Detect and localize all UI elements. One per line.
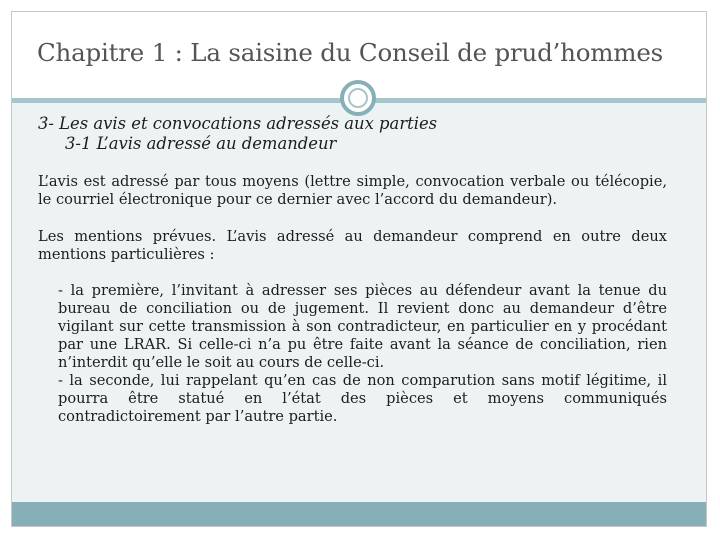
paragraph-mentions: Les mentions prévues. L’avis adressé au demandeur comprend en outre deux mentions particulières : — [38, 228, 667, 263]
list-item: - la seconde, lui rappelant qu’en cas de non comparution sans motif légitime, il pourra être statué en l’état des pièces et moyens communiqués contradictoirement par l’autre partie. — [58, 372, 667, 425]
footer-bar — [12, 502, 706, 526]
slide-body — [38, 114, 667, 426]
mentions-list — [58, 282, 667, 426]
section-heading: 3- Les avis et convocations adressés aux parties — [38, 114, 438, 133]
list-item: - la première, l’invitant à adresser ses pièces au défendeur avant la tenue du bureau de conciliation ou de jugement. Il revient donc au demandeur d’être vigilant sur cette transmission à son contradicteur, en particulier en y procédant par une LRAR. Si celle-ci n’a pu être faite avant la séance de conciliation, rien n’interdit qu’elle le soit au cours de celle-ci. — [58, 282, 667, 371]
paragraph-avis: L’avis est adressé par tous moyens (lettre simple, convocation verbale ou télécopie, le courriel électronique pour ce dernier avec l’accord du demandeur). — [38, 173, 667, 208]
divider-ring-inner — [348, 88, 368, 108]
slide-title: Chapitre 1 : La saisine du Conseil de prud’hommes — [37, 38, 664, 67]
subsection-heading: 3-1 L’avis adressé au demandeur — [65, 134, 337, 153]
divider-ring-ornament — [340, 80, 376, 116]
